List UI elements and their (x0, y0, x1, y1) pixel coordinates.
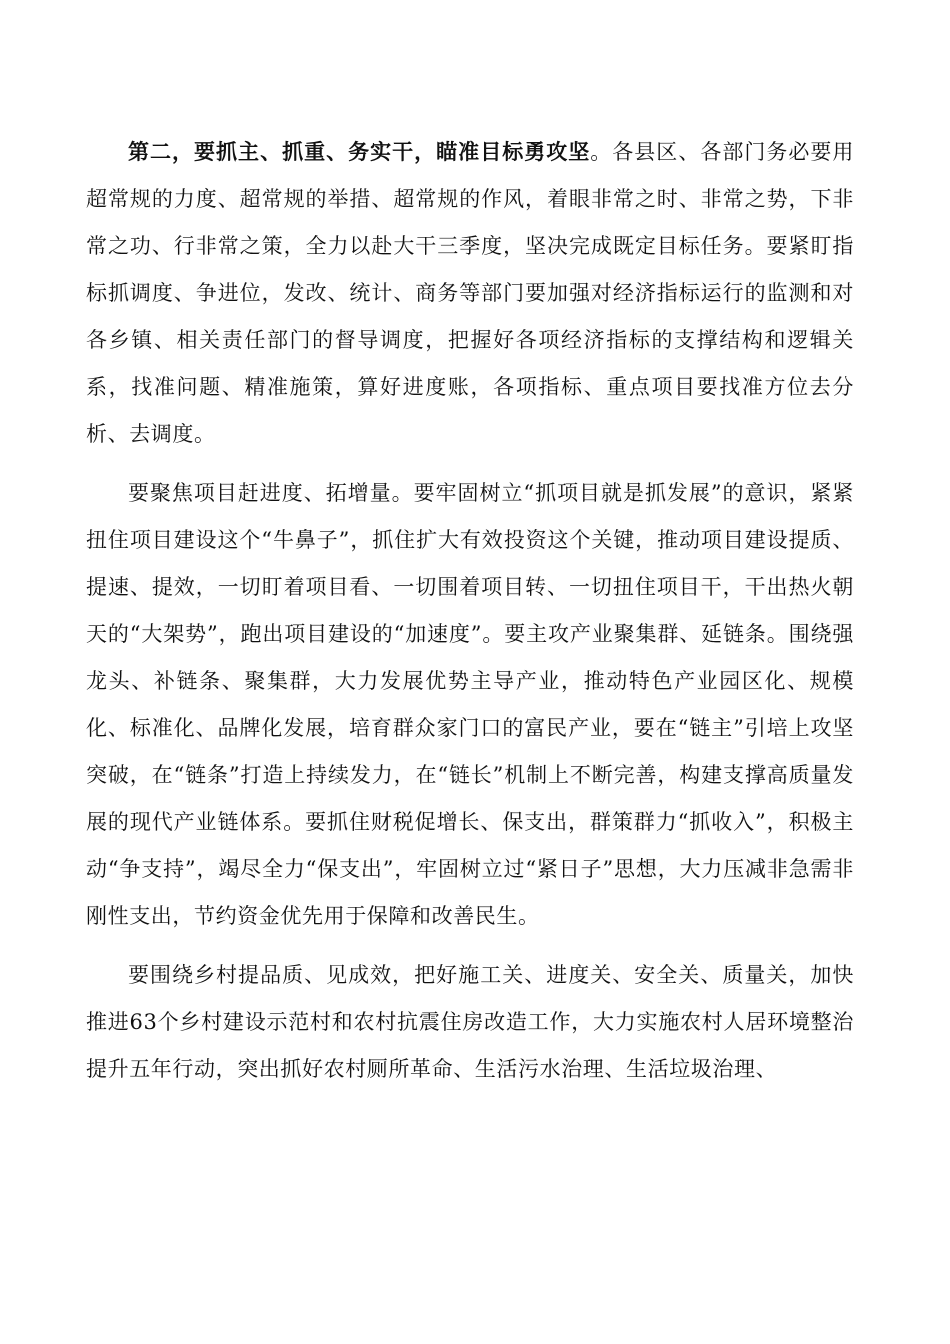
paragraph-1-text: 。各县区、各部门务必要用超常规的力度、超常规的举措、超常规的作风，着眼非常之时、非常之势，下非常之功、行非常之策，全力以赴大干三季度，坚决完成既定目标任务。要紧盯指标抓调度、争进位，发改、统计、商务等部门要加强对经济指标运行的监测和对各乡镇、相关责任部门的督导调度，把握好各项经济指标的支撑结构和逻辑关系，找准问题、精准施策，算好进度账，各项指标、重点项目要找准方位去分析、去调度。 (86, 140, 854, 446)
paragraph-3-text: 要围绕乡村提品质、见成效，把好施工关、进度关、安全关、质量关，加快推进63个乡村建设示范村和农村抗震住房改造工作，大力实施农村人居环境整治提升五年行动，突出抓好农村厕所革命、生活污水治理、生活垃圾治理、 (86, 963, 854, 1081)
paragraph-2-text: 要聚焦项目赶进度、拓增量。要牢固树立“抓项目就是抓发展”的意识，紧紧扭住项目建设这个“牛鼻子”，抓住扩大有效投资这个关键，推动项目建设提质、提速、提效，一切盯着项目看、一切围着项目转、一切扭住项目干，干出热火朝天的“大架势”，跑出项目建设的“加速度”。要主攻产业聚集群、延链条。围绕强龙头、补链条、聚集群，大力发展优势主导产业，推动特色产业园区化、规模化、标准化、品牌化发展，培育群众家门口的富民产业，要在“链主”引培上攻坚突破，在“链条”打造上持续发力，在“链长”机制上不断完善，构建支撑高质量发展的现代产业链体系。要抓住财税促增长、保支出，群策群力“抓收入”，积极主动“争支持”，竭尽全力“保支出”，牢固树立过“紧日子”思想，大力压减非急需非刚性支出，节约资金优先用于保障和改善民生。 (86, 481, 854, 928)
paragraph-1-lead: 第二，要抓主、抓重、务实干，瞄准目标勇攻坚 (128, 139, 591, 164)
paragraph-2 (86, 470, 854, 940)
paragraph-3 (86, 952, 854, 1093)
document-body (86, 128, 854, 1105)
paragraph-1 (86, 128, 854, 458)
